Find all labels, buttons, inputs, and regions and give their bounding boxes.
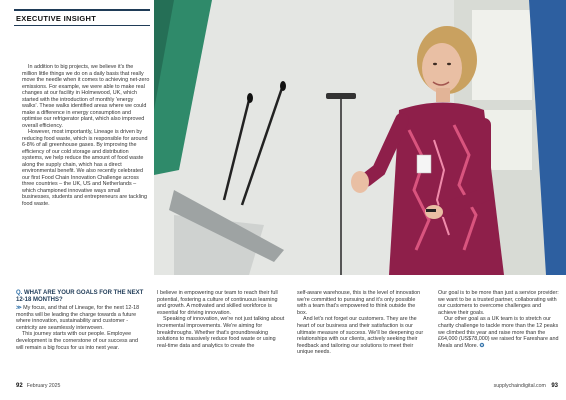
speaker-photo-illustration: [154, 0, 566, 275]
question-marker: Q.: [16, 290, 23, 296]
question-heading: [16, 290, 144, 304]
section-label: EXECUTIVE INSIGHT: [16, 13, 97, 23]
answer-paragraph-2: This journey starts with our people. Employee development is the cornerstone of our success and will remain a big focus for us into next year.: [16, 331, 138, 351]
col2-paragraph-1: I believe in empowering our team to reach their full potential, fostering a culture of continuous learning and growth. A motivated and skilled workforce is essential for driving innovation.: [157, 290, 278, 316]
left-paragraph-1: In addition to big projects, we believe it's the million little things we do on a daily basis that really move the needle when it comes to achieving net-zero emissions. For example, we were able to make real changes at our facility in Holmewood, UK, which started with the introduction of monthly 'energy walks'. These walks identified areas where we could make a difference in energy consumption and optimise our refrigerator plant, which also improved overall efficiency.: [22, 64, 150, 129]
speaker-photo: [154, 0, 566, 275]
col2-paragraph-2: Speaking of innovation, we're not just talking about incremental improvements. We're aiming for breakthroughs. Whether that's groundbreaking solutions to massively reduce food waste or using real-time data and analytics to create the: [157, 316, 285, 349]
text-column-3: [297, 290, 425, 356]
col4-paragraph-1: Our goal is to be more than just a service provider: we want to be a trusted partner, collaborating with our customers to overcome challenges and achieve their goals.: [438, 290, 559, 316]
answer-paragraph-1: [16, 305, 144, 331]
col4-paragraph-2: [438, 316, 560, 349]
right-footer-site: supplychaindigital.com: [493, 383, 546, 389]
text-column-2: [157, 290, 285, 349]
left-page-number: 92: [16, 383, 23, 389]
left-text-column: [22, 64, 150, 207]
question-column: [16, 290, 144, 351]
right-page-number: 93: [551, 383, 558, 389]
left-paragraph-2: However, most importantly, Lineage is driven by reducing food waste, which is responsible for around 6-8% of all greenhouse gases. By improving the efficiency of our cold storage and distribution systems, we help reduce the amount of food waste along the supply chain, which has a direct environmental benefit. We also recently celebrated our first Food Chain Innovation Challenge across three countries – the UK, US and Netherlands – which championed innovative ways small businesses, students and entrepreneurs are tackling food waste.: [22, 129, 148, 207]
left-footer-date: February 2025: [26, 383, 61, 389]
text-column-4: [438, 290, 560, 349]
section-header: [14, 9, 150, 26]
answer-paragraph-1-text: My focus, and that of Lineage, for the next 12-18 months will be leading the charge towards a future where innovation, sustainability and customer -centricity are seamlessly interwoven.: [16, 305, 140, 331]
answer-arrow-icon: ≫: [16, 305, 22, 311]
col3-paragraph-2: And let's not forget our customers. They are the heart of our business and their satisfaction is our ultimate measure of success. We'll be deepening our relationships with our clients, actively seeking their feedback and tailoring our solutions to meet their unique needs.: [297, 316, 424, 356]
question-text: WHAT ARE YOUR GOALS FOR THE NEXT 12-18 MONTHS?: [16, 290, 144, 303]
col4-paragraph-2-text: Our other goal as a UK team is to stretch our charity challenge to tackle more than the 12 peaks we climbed this year and raise more than the £64,000 (US$78,000) we raised for Fareshare and Meals and More.: [438, 316, 559, 349]
right-footer: [494, 383, 558, 389]
left-footer: [16, 383, 60, 389]
end-mark-icon: ✪: [479, 342, 485, 349]
col3-paragraph-1: self-aware warehouse, this is the level of innovation we're committed to pursuing and it's only possible with a team that's empowered to think outside the box.: [297, 290, 421, 316]
